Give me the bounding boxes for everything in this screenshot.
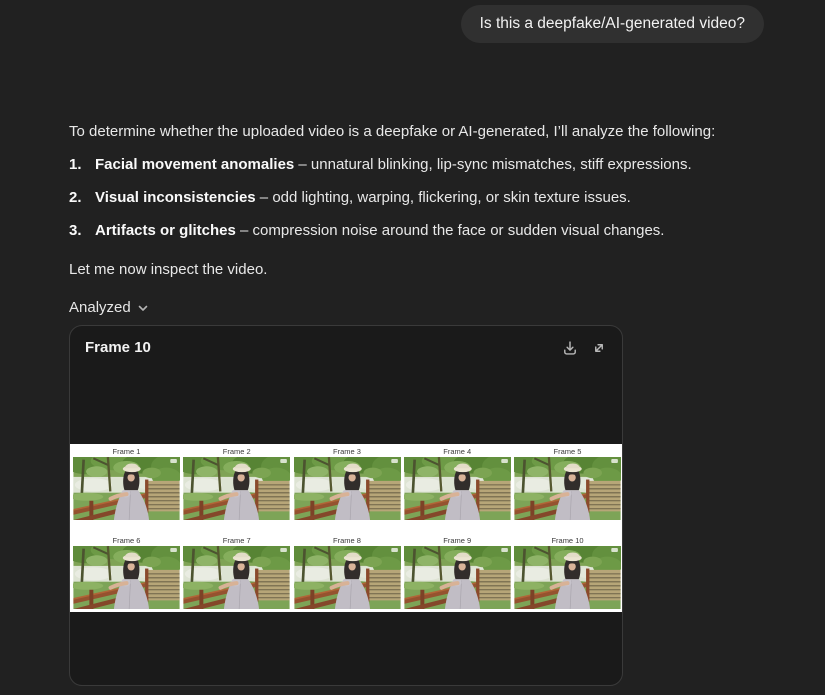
user-message-bubble — [461, 5, 764, 43]
frame-cell — [73, 536, 180, 609]
frame-cell — [183, 447, 290, 520]
frame-label: Frame 9 — [443, 536, 472, 545]
frame-cell — [73, 447, 180, 520]
frame-photo — [73, 457, 180, 520]
frame-label: Frame 3 — [333, 447, 361, 456]
frame-label: Frame 1 — [112, 447, 141, 456]
list-item-2 — [69, 188, 749, 207]
frame-cell — [183, 536, 290, 609]
expand-icon — [590, 339, 608, 357]
user-message-text: Is this a deepfake/AI-generated video? — [479, 15, 745, 32]
list-item-number: 3. — [69, 222, 82, 239]
chevron-down-icon — [137, 302, 149, 314]
frame-cell — [514, 536, 621, 609]
frame-grid-row-2 — [73, 536, 621, 609]
frame-label: Frame 4 — [443, 447, 472, 456]
analyzed-toggle[interactable] — [69, 299, 149, 316]
expand-button[interactable] — [588, 337, 610, 359]
frame-photo — [294, 546, 401, 609]
frame-grid-image — [70, 444, 623, 612]
frame-photo — [73, 546, 180, 609]
frame-grid-row-1 — [73, 447, 621, 520]
frame-photo — [183, 546, 290, 609]
frame-cell — [404, 447, 511, 520]
list-item-3 — [69, 221, 749, 240]
frame-label: Frame 6 — [112, 536, 141, 545]
frame-cell — [294, 536, 401, 609]
card-title: Frame 10 — [85, 339, 151, 356]
frame-photo — [514, 457, 621, 520]
list-item-title: Visual inconsistencies — [95, 189, 256, 206]
list-item-title: Artifacts or glitches — [95, 222, 236, 239]
frame-photo — [514, 546, 621, 609]
list-item-desc: – odd lighting, warping, flickering, or skin texture issues. — [255, 189, 631, 206]
list-item-1 — [69, 155, 749, 174]
frame-label: Frame 5 — [553, 447, 582, 456]
frame-label: Frame 8 — [333, 536, 361, 545]
list-item-number: 1. — [69, 156, 82, 173]
list-item-desc: – compression noise around the face or sudden visual changes. — [235, 222, 665, 239]
list-item-desc: – unnatural blinking, lip-sync mismatches, stiff expressions. — [294, 156, 692, 173]
assistant-outro-text: Let me now inspect the video. — [69, 261, 268, 278]
download-icon — [561, 339, 579, 357]
analyzed-toggle-label: Analyzed — [69, 299, 131, 316]
assistant-intro-text: To determine whether the uploaded video is a deepfake or AI-generated, I’ll analyze the following: — [69, 123, 716, 140]
frame-photo — [404, 457, 511, 520]
analysis-result-card — [69, 325, 623, 686]
download-button[interactable] — [559, 337, 581, 359]
list-item-title: Facial movement anomalies — [95, 156, 295, 173]
frame-cell — [294, 447, 401, 520]
frame-photo — [404, 546, 511, 609]
frame-cell — [514, 447, 621, 520]
list-item-number: 2. — [69, 189, 82, 206]
frame-label: Frame 7 — [222, 536, 251, 545]
frame-photo — [183, 457, 290, 520]
frame-cell — [404, 536, 511, 609]
frame-label: Frame 10 — [551, 536, 584, 545]
frame-label: Frame 2 — [222, 447, 251, 456]
frame-photo — [294, 457, 401, 520]
